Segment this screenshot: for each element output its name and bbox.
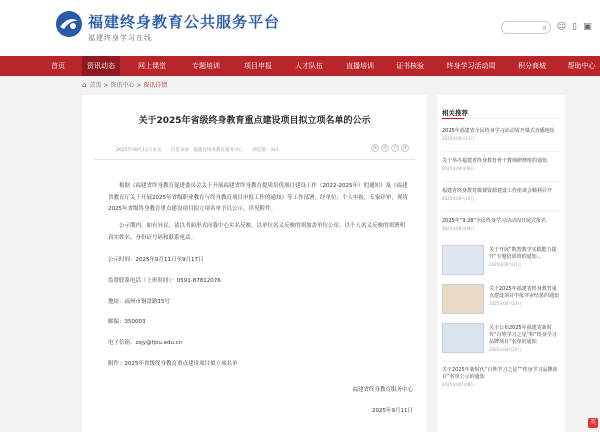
thumbnail-image[interactable] xyxy=(442,323,484,353)
related-item[interactable] xyxy=(442,128,560,142)
related-item-date: 2025年09月01日 xyxy=(489,262,522,267)
breadcrumb-current: 资讯详情 xyxy=(143,82,168,89)
nav-points-mall[interactable]: 积分商城 xyxy=(518,62,546,70)
nav-learning-week[interactable]: 终身学习活动周 xyxy=(446,62,496,70)
nav-talent[interactable]: 人才队伍 xyxy=(295,62,323,70)
attachment-link[interactable]: 附件：2025年省级终身教育重点建设项目拟立项名单 xyxy=(108,361,238,367)
related-item-date: 2025年06月23日 xyxy=(489,301,522,306)
related-item-date: 2025年04月22日 xyxy=(489,347,522,352)
nav-help[interactable]: 帮助中心 xyxy=(567,62,596,70)
signature: 福建省终身教育服务中心 xyxy=(352,387,413,393)
breadcrumb-home[interactable]: 首页 xyxy=(89,82,102,89)
breadcrumb-news[interactable]: 资讯中心 xyxy=(110,82,135,89)
related-item-title[interactable]: 关于2025年福建省终身教育重点建设项目申报评审结果的通知 xyxy=(489,286,560,299)
article-source: 信息来源：福建省终身教育服务中心 xyxy=(170,148,243,153)
divider xyxy=(442,151,560,152)
article-meta xyxy=(116,147,287,153)
nav-home[interactable]: 首页 xyxy=(51,62,65,70)
main-nav xyxy=(0,56,600,76)
divider xyxy=(442,361,560,362)
nav-project[interactable]: 项目申报 xyxy=(244,62,272,70)
related-item[interactable] xyxy=(489,247,561,268)
related-item-date: 2025年09月04日 xyxy=(442,226,475,231)
site-subtitle: 福建终身学习在线 xyxy=(88,34,152,42)
nav-certificate[interactable]: 证书核验 xyxy=(396,62,424,70)
publish-date: 2025年09月11日发布 xyxy=(116,148,162,153)
related-item[interactable] xyxy=(442,367,560,388)
contact-phone: 监督联系电话（上班时间）：0591-87812076 xyxy=(108,278,221,284)
related-item-title[interactable]: 2025年“9.28”全民终身学习活动周开展式报名 xyxy=(442,218,547,224)
share-moments-icon[interactable]: 朋 xyxy=(383,145,387,150)
sidebar-title: 相关推荐 xyxy=(442,109,468,117)
divider xyxy=(94,159,415,160)
article-paragraph: 公示期内，如有异议，请以书面形式向我中心实名反映。以单位名义反映的须加盖单位公章，以个人名义反映的须署明真实姓名、身份证号码和联系电话。 xyxy=(108,223,406,241)
view-count: 浏览量：341 xyxy=(252,148,279,153)
share-qzone-icon[interactable]: 空 xyxy=(393,145,397,150)
nav-news[interactable]: 资讯动态 xyxy=(82,56,120,76)
article-title: 关于2025年省级终身教育重点建设项目拟立项名单的公示 xyxy=(138,116,371,126)
related-item[interactable] xyxy=(442,188,560,202)
logo-icon[interactable] xyxy=(54,9,84,39)
article-paragraph: 根据《福建省终身教育促进委员会关于开展福建省终身教育提质培优项目建设工作（2022-2025年）的通知》及《福建省教育厅关于开展2025年省级职业教育与终身教育项目申报工作的通知》等工作部署，经单位、个人申报，专家评审，现将2025年省级终身教育重点建设项目拟立项名单予以公示，详见附件。 xyxy=(108,183,409,212)
nav-training[interactable]: 专题培训 xyxy=(192,62,220,70)
language-toggle-button[interactable]: 英 xyxy=(589,419,596,426)
site-title[interactable]: 福建终身教育公共服务平台 xyxy=(88,13,281,31)
related-item[interactable] xyxy=(442,218,560,232)
related-item-title[interactable]: 2025年福建省全民终身学习活动周开幕式直播地址 xyxy=(442,128,555,134)
related-item[interactable] xyxy=(489,286,561,307)
related-item[interactable] xyxy=(489,325,561,353)
related-item-date: 2025年09月10日 xyxy=(442,196,475,201)
postal-code: 邮编：350003 xyxy=(108,319,146,325)
search-input[interactable] xyxy=(501,21,551,34)
mobile-icon[interactable]: ▯ xyxy=(572,22,577,32)
divider xyxy=(442,181,560,182)
related-item-date: 2025年04月08日 xyxy=(442,382,475,387)
nav-online-class[interactable]: 网上课堂 xyxy=(138,62,166,70)
related-item-title[interactable]: 关于公布2025年福建省新时代“百姓学习之星”和“终身学习品牌项目”名单的通知 xyxy=(489,325,557,345)
user-icon[interactable]: ☺ xyxy=(556,22,567,32)
thumbnail-image[interactable] xyxy=(442,284,484,314)
related-sidebar xyxy=(437,95,565,432)
search-icon[interactable]: ⌕ xyxy=(542,23,547,32)
related-item-date: 2025年09月09日 xyxy=(442,166,475,171)
related-item-title[interactable]: 福建省终身教育微课资源建设工作座谈会顺利召开 xyxy=(442,188,553,194)
contact-email[interactable]: 电子信箱：zsjy@fjou.edu.cn xyxy=(108,340,183,346)
related-item-title[interactable]: 关于开展“数智教学实践能力提升”专题培训班的通知… xyxy=(489,247,557,260)
breadcrumb xyxy=(82,80,167,90)
announcement-period: 公示时间：2025年9月11日至9月17日 xyxy=(108,257,204,263)
breadcrumb-sep: > xyxy=(136,82,142,89)
site-header xyxy=(0,0,600,56)
contact-address: 地址：福州市铜盘路15号 xyxy=(108,299,170,305)
nav-live[interactable]: 直播培训 xyxy=(346,62,374,70)
related-item-date: 2025年09月13日 xyxy=(442,136,475,141)
breadcrumb-sep: > xyxy=(103,82,109,89)
related-item-title[interactable]: 关于举办福建省终身教育骨干教师研修班的通知 xyxy=(442,158,548,164)
related-item-title[interactable]: 关于2025年新时代“百姓学习之星”“终身学习品牌项目”名单公示的通知 xyxy=(442,367,558,380)
share-wechat-icon[interactable]: 微 xyxy=(373,145,377,150)
home-icon[interactable]: ⌂ xyxy=(82,81,87,89)
divider xyxy=(442,211,560,212)
sign-date: 2025年9月11日 xyxy=(372,408,413,414)
article-panel xyxy=(82,95,427,432)
title-underline xyxy=(442,118,464,119)
thumbnail-image[interactable] xyxy=(442,245,484,275)
share-weibo-icon[interactable]: 博 xyxy=(403,145,407,150)
cart-icon[interactable]: ▣ xyxy=(583,22,592,32)
related-item[interactable] xyxy=(442,158,560,172)
